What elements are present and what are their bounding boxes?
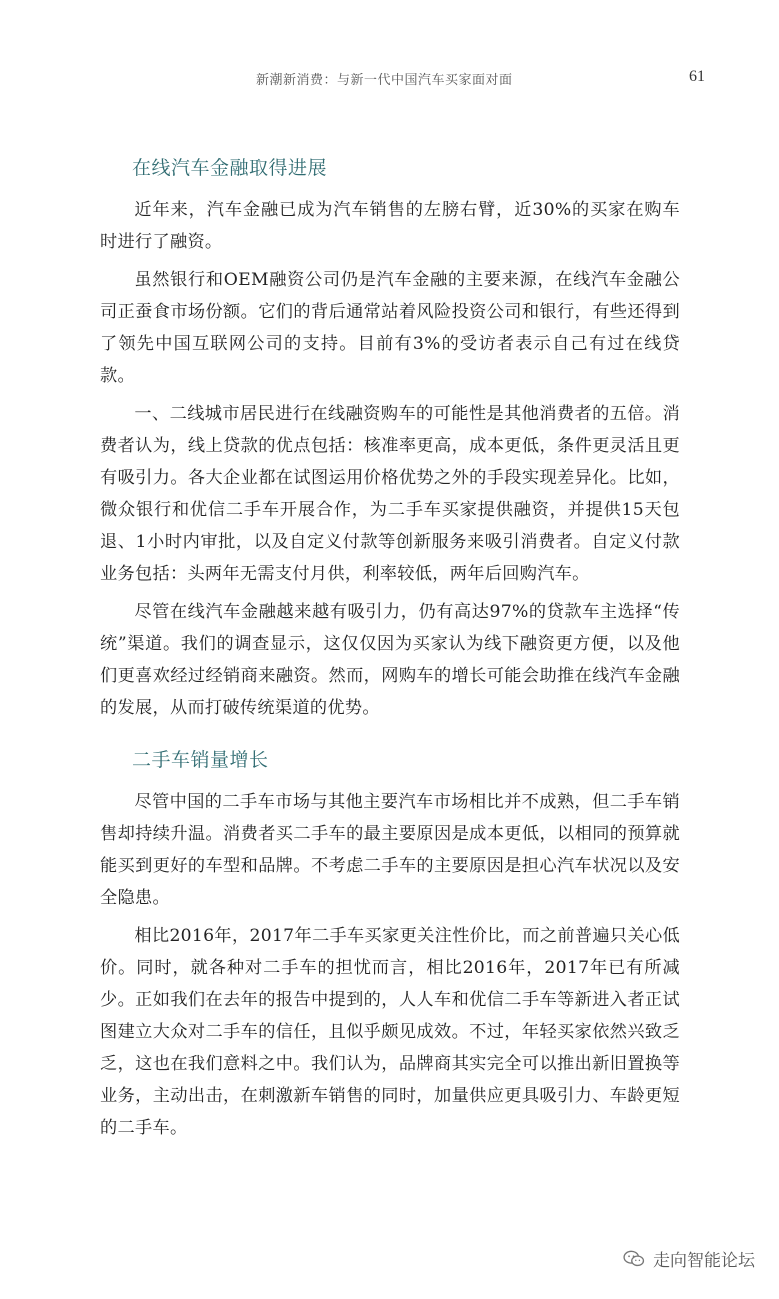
watermark-text: 走向智能论坛 — [653, 1251, 755, 1271]
paragraph: 尽管在线汽车金融越来越有吸引力，仍有高达97%的贷款车主选择“传统”渠道。我们的调查显示，这仅仅因为买家认为线下融资更方便，以及他们更喜欢经过经销商来融资。然而，网购车的增长可能会助推在线汽车金融的发展，从而打破传统渠道的优势。 — [100, 602, 680, 718]
running-header: 新潮新消费：与新一代中国汽车买家面对面 — [256, 73, 513, 88]
section-heading: 在线汽车金融取得进展 — [132, 157, 328, 179]
watermark — [623, 1246, 755, 1271]
page-number: 61 — [689, 68, 705, 85]
paragraph: 近年来，汽车金融已成为汽车销售的左膀右臂，近30%的买家在购车时进行了融资。 — [100, 200, 680, 252]
wechat-icon — [623, 1250, 645, 1268]
paragraph: 虽然银行和OEM融资公司仍是汽车金融的主要来源，在线汽车金融公司正蚕食市场份额。它们的背后通常站着风险投资公司和银行，有些还得到了领先中国互联网公司的支持。目前有3%的受访者表示自己有过在线贷款。 — [100, 270, 680, 386]
paragraph: 尽管中国的二手车市场与其他主要汽车市场相比并不成熟，但二手车销售却持续升温。消费者买二手车的最主要原因是成本更低，以相同的预算就能买到更好的车型和品牌。不考虑二手车的主要原因是担心汽车状况以及安全隐患。 — [100, 792, 680, 908]
paragraph: 相比2016年，2017年二手车买家更关注性价比，而之前普遍只关心低价。同时，就各种对二手车的担忧而言，相比2016年，2017年已有所减少。正如我们在去年的报告中提到的，人人车和优信二手车等新进入者正试图建立大众对二手车的信任，且似乎颇见成效。不过，年轻买家依然兴致乏乏，这也在我们意料之中。我们认为，品牌商其实完全可以推出新旧置换等业务，主动出击，在刺激新车销售的同时，加量供应更具吸引力、车龄更短的二手车。 — [100, 926, 680, 1138]
paragraph: 一、二线城市居民进行在线融资购车的可能性是其他消费者的五倍。消费者认为，线上贷款的优点包括：核准率更高，成本更低，条件更灵活且更有吸引力。各大企业都在试图运用价格优势之外的手段实现差异化。比如，微众银行和优信二手车开展合作，为二手车买家提供融资，并提供15天包退、1小时内审批，以及自定义付款等创新服务来吸引消费者。自定义付款业务包括：头两年无需支付月供，利率较低，两年后回购汽车。 — [100, 404, 680, 584]
section-heading: 二手车销量增长 — [132, 749, 269, 771]
section-used-car-sales — [100, 745, 680, 1150]
section-online-auto-finance — [100, 153, 680, 730]
